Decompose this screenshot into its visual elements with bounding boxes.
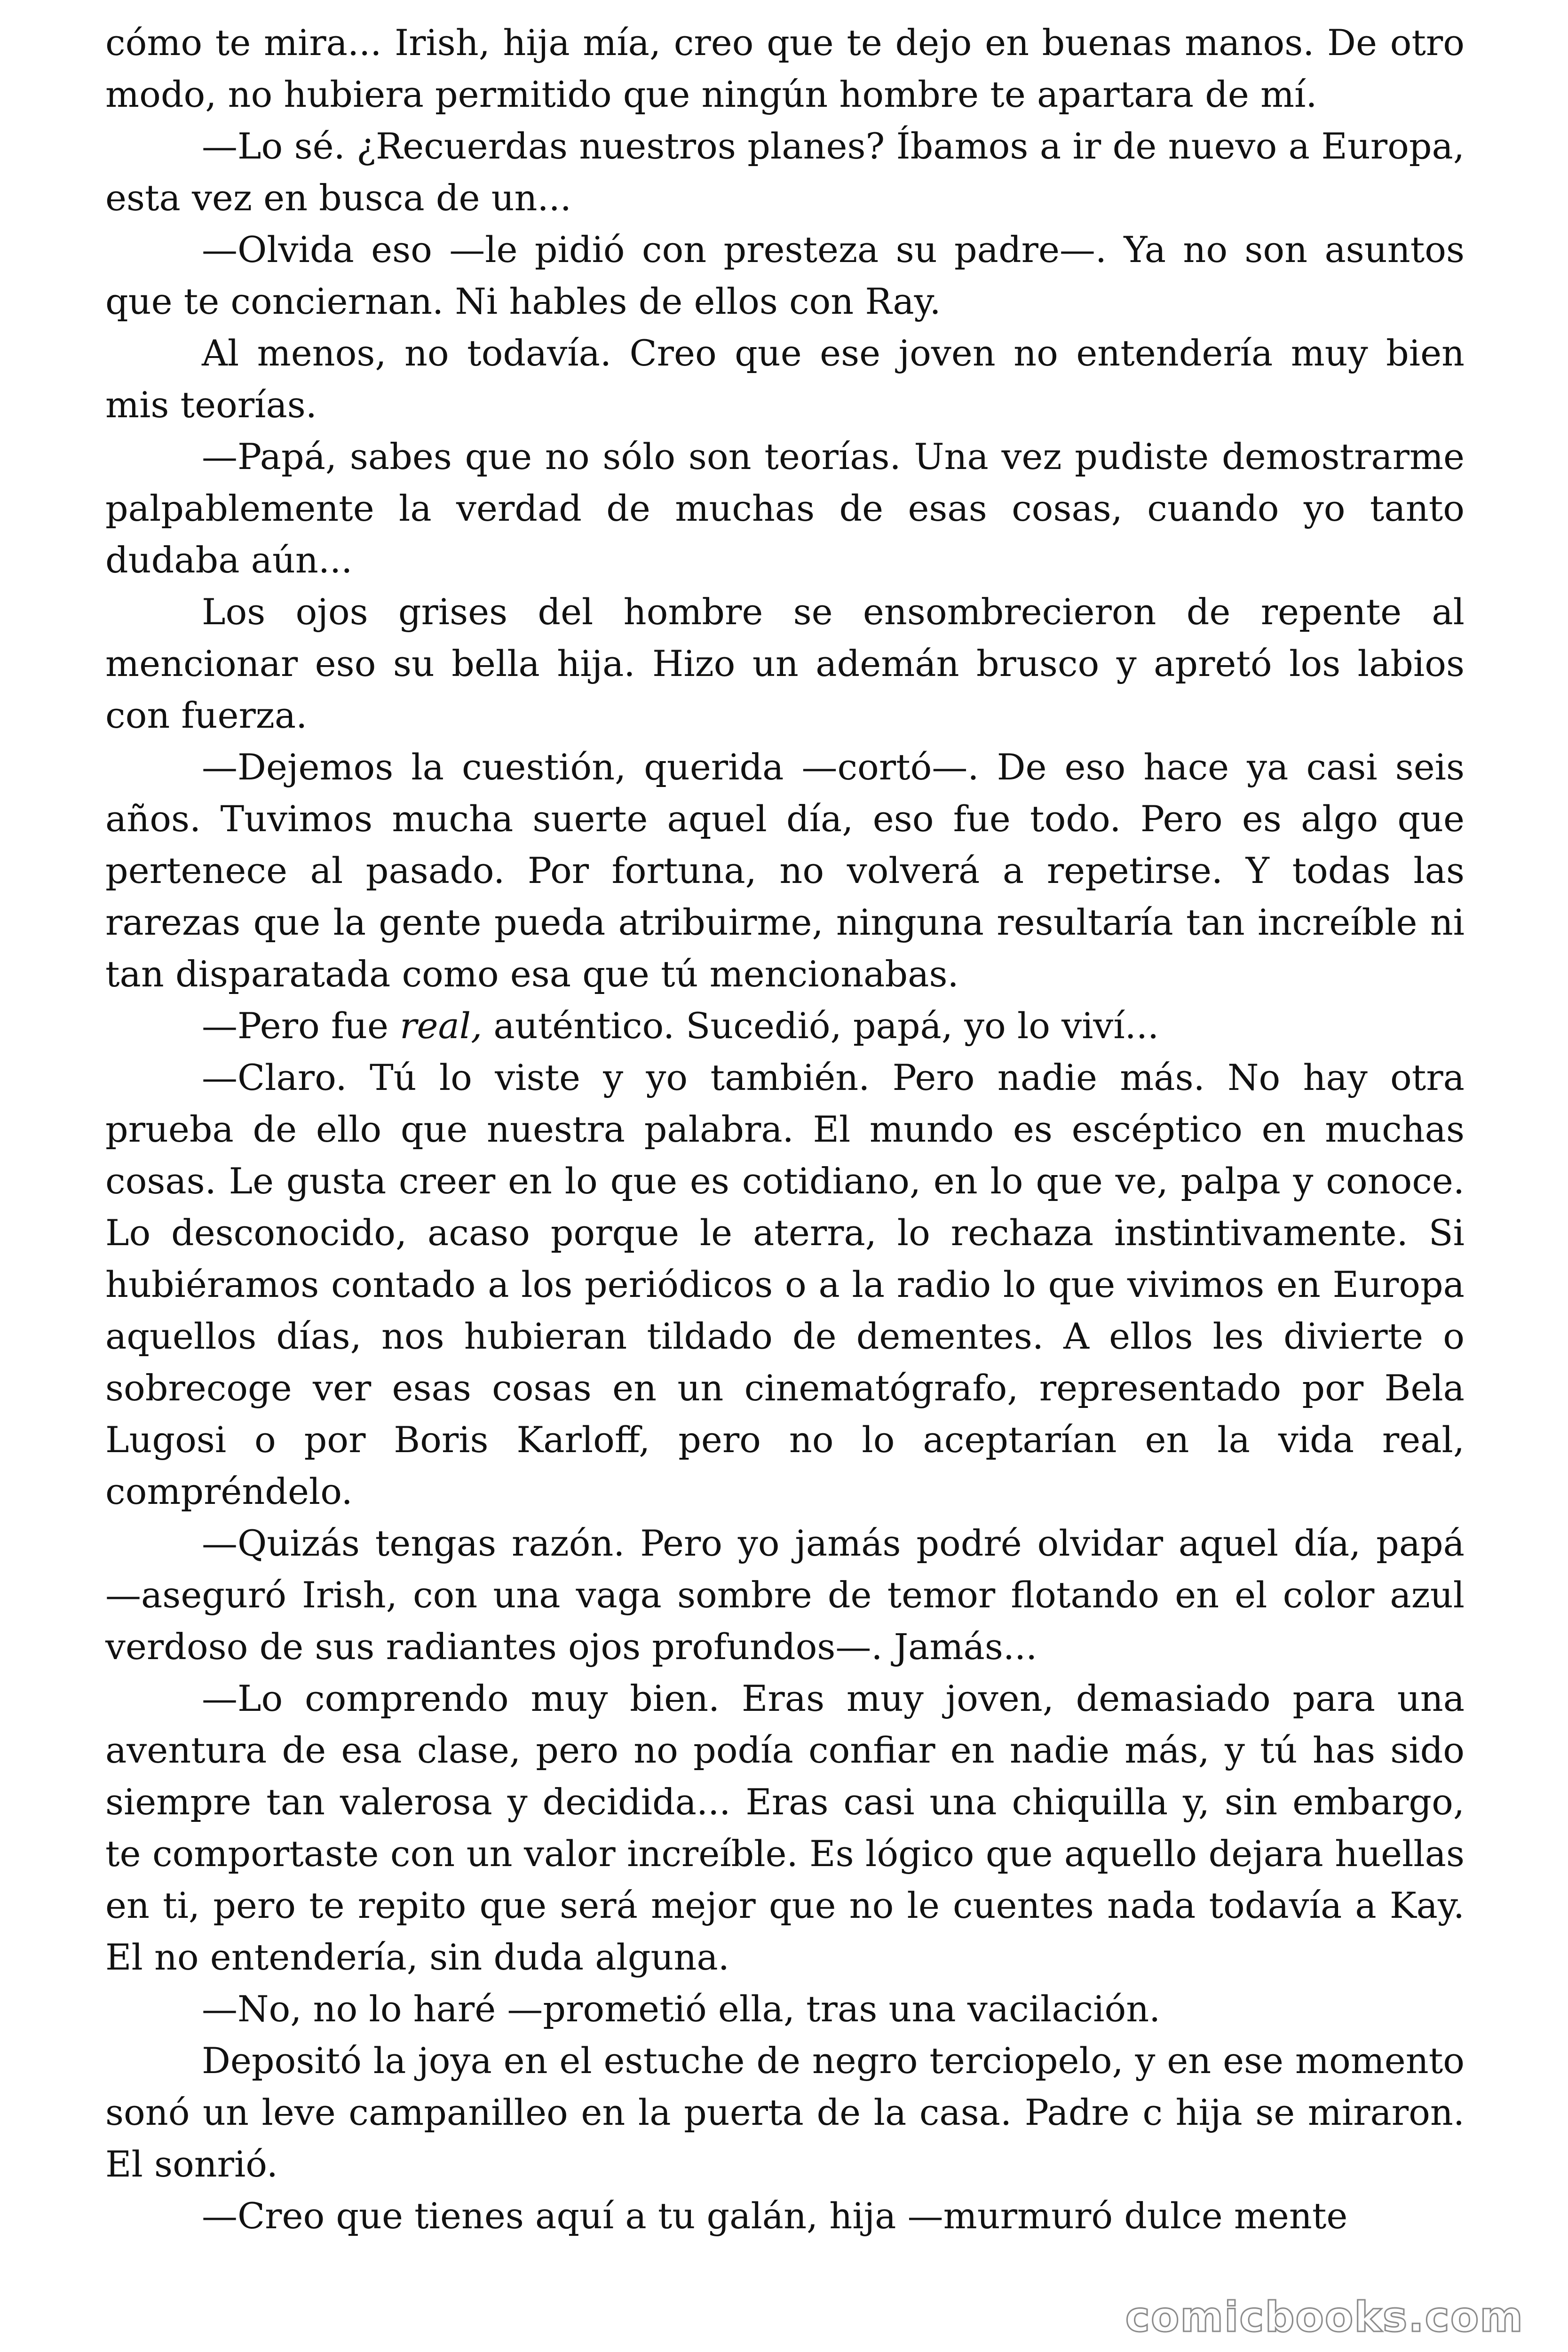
text-run: Depositó la joya en el estuche de negro terciopelo, y en ese momento sonó un leve campanilleo en la puerta de la casa. Padre c hija se miraron. El sonrió. xyxy=(105,2040,1465,2185)
paragraph xyxy=(105,120,1465,224)
paragraph xyxy=(105,431,1465,586)
watermark: comicbooks.com xyxy=(1125,2293,1524,2341)
text-run: —Papá, sabes que no sólo son teorías. Una vez pudiste demostrarme palpablemente la verdad de muchas de esas cosas, cuando yo tanto dudaba aún... xyxy=(105,436,1465,581)
text-run: —Quizás tengas razón. Pero yo jamás podré olvidar aquel día, papá —aseguró Irish, con una vaga sombre de temor flotando en el color azul verdoso de sus radiantes ojos profundos—. Jamás... xyxy=(105,1522,1465,1668)
emphasized-text: real, xyxy=(400,1005,483,1047)
paragraph xyxy=(105,741,1465,1000)
paragraph xyxy=(105,586,1465,741)
text-run: cómo te mira... Irish, hija mía, creo que te dejo en buenas manos. De otro modo, no hubiera permitido que ningún hombre te apartara de mí. xyxy=(105,22,1465,115)
text-run: —Olvida eso —le pidió con presteza su padre—. Ya no son asuntos que te conciernan. Ni hables de ellos con Ray. xyxy=(105,229,1465,322)
paragraph xyxy=(105,327,1465,431)
paragraph xyxy=(105,17,1465,120)
text-run: —No, no lo haré —prometió ella, tras una vacilación. xyxy=(202,1988,1161,2030)
text-run: —Lo comprendo muy bien. Eras muy joven, demasiado para una aventura de esa clase, pero no podía confiar en nadie más, y tú has sido siempre tan valerosa y decidida... Eras casi una chiquilla y, sin embargo, te comportaste con un valor increíble. Es lógico que aquello dejara huellas en ti, pero te repito que será mejor que no le cuentes nada todavía a Kay. El no entendería, sin duda alguna. xyxy=(105,1677,1465,1978)
text-run: —Dejemos la cuestión, querida —cortó—. De eso hace ya casi seis años. Tuvimos mucha suerte aquel día, eso fue todo. Pero es algo que pertenece al pasado. Por fortuna, no volverá a repetirse. Y todas las rarezas que la gente pueda atribuirme, ninguna resultaría tan increíble ni tan disparatada como esa que tú mencionabas. xyxy=(105,746,1465,995)
paragraph xyxy=(105,1518,1465,1673)
page-body-text xyxy=(105,17,1465,2242)
text-run: —Pero fue xyxy=(202,1005,400,1047)
paragraph xyxy=(105,1983,1465,2035)
text-run: —Lo sé. ¿Recuerdas nuestros planes? Íbamos a ir de nuevo a Europa, esta vez en busca de un... xyxy=(105,125,1465,219)
paragraph xyxy=(105,224,1465,327)
text-run: —Claro. Tú lo viste y yo también. Pero nadie más. No hay otra prueba de ello que nuestra palabra. El mundo es escéptico en muchas cosas. Le gusta creer en lo que es cotidiano, en lo que ve, palpa y conoce. Lo desconocido, acaso porque le aterra, lo rechaza instintivamente. Si hubiéramos contado a los periódicos o a la radio lo que vivimos en Europa aquellos días, nos hubieran tildado de dementes. A ellos les divierte o sobrecoge ver esas cosas en un cinematógrafo, representado por Bela Lugosi o por Boris Karloff, pero no lo aceptarían en la vida real, compréndelo. xyxy=(105,1057,1465,1512)
paragraph xyxy=(105,2190,1465,2242)
paragraph xyxy=(105,1673,1465,1983)
paragraph xyxy=(105,1052,1465,1518)
text-run: —Creo que tienes aquí a tu galán, hija —murmuró dulce mente xyxy=(202,2195,1348,2237)
text-run: Al menos, no todavía. Creo que ese joven no entendería muy bien mis teorías. xyxy=(105,332,1465,426)
text-run: Los ojos grises del hombre se ensombrecieron de repente al mencionar eso su bella hija. Hizo un ademán brusco y apretó los labios con fuerza. xyxy=(105,591,1465,736)
text-run: auténtico. Sucedió, papá, yo lo viví... xyxy=(482,1005,1159,1047)
paragraph xyxy=(105,1000,1465,1052)
paragraph xyxy=(105,2035,1465,2190)
